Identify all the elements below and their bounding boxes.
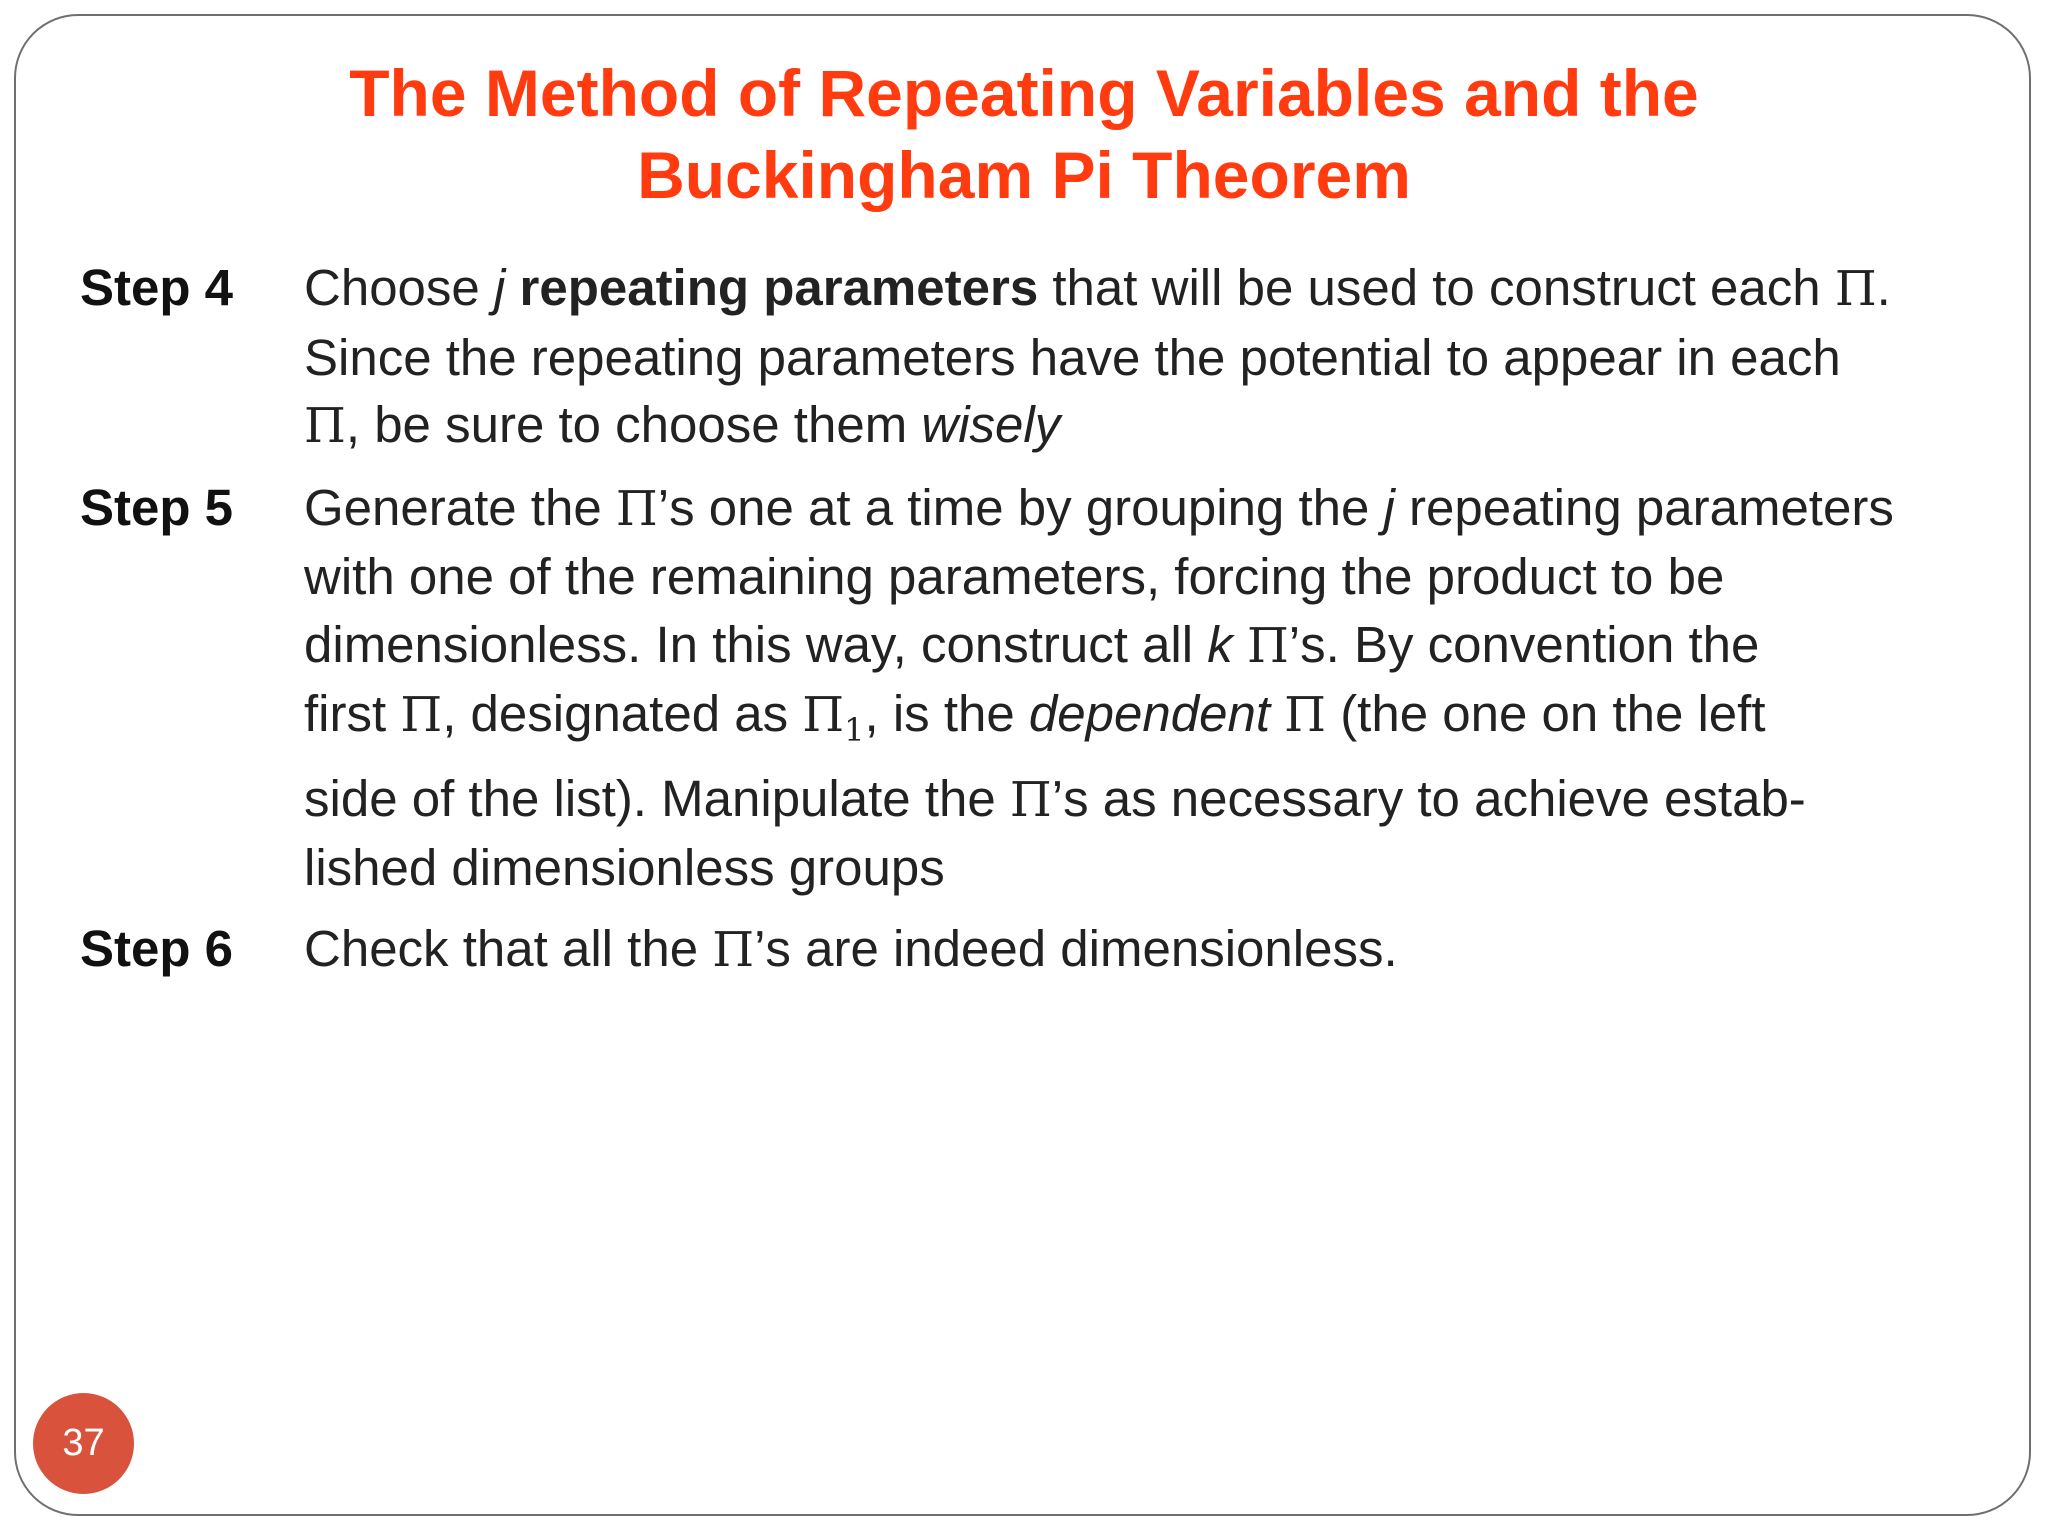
step-text [304, 915, 2048, 985]
step-6 [80, 915, 2000, 985]
step-line [304, 474, 2048, 544]
pi-symbol: Π [400, 687, 443, 743]
step-text [304, 254, 2048, 461]
step-line [304, 915, 2048, 985]
text-run: that will be used to construct each [1038, 259, 1835, 316]
step-5 [80, 474, 2000, 902]
text-run: ’s. By convention the [1288, 615, 1760, 673]
text-run: lished dimensionless groups [304, 839, 945, 896]
text-run: Check that all the [304, 919, 713, 977]
variable-j: j [493, 259, 506, 316]
text-run: , be sure to choose them [345, 396, 922, 453]
pi-symbol: Π [1009, 771, 1052, 828]
step-line [304, 254, 2048, 324]
variable-k: k [1207, 615, 1233, 673]
text-run: Generate the [304, 478, 616, 536]
text-run [1233, 616, 1247, 673]
emphasis-dependent: dependent [1028, 685, 1270, 742]
text-run [505, 259, 519, 316]
pi-symbol: Π [712, 921, 755, 978]
step-line [304, 611, 2048, 681]
slide-title-line-1: The Method of Repeating Variables and the [349, 56, 1699, 130]
step-label: Step 6 [80, 919, 234, 977]
page-number-badge: 37 [33, 1393, 134, 1494]
text-run: with one of the remaining parameters, forcing the product to be [304, 548, 1725, 605]
pi-subscript: 1 [844, 711, 865, 749]
text-run: Since the repeating parameters have the potential to appear in each [304, 328, 1841, 386]
step-line [304, 391, 2048, 461]
step-line [304, 543, 2048, 611]
text-run [1270, 685, 1284, 742]
text-run: , is the [864, 685, 1029, 742]
text-run: (the one on the left [1326, 685, 1766, 742]
pi-symbol: Π [1246, 617, 1289, 674]
step-line [304, 834, 2048, 902]
steps-list [80, 254, 2000, 997]
step-label: Step 5 [80, 478, 234, 536]
step-label: Step 4 [80, 259, 234, 316]
step-line [304, 765, 2048, 835]
step-line [304, 324, 2048, 392]
text-run: side of the list). Manipulate the [304, 769, 1010, 827]
text-run: dimensionless. In this way, construct all [304, 615, 1208, 673]
text-run: Choose [304, 259, 494, 316]
slide-title [0, 52, 2048, 216]
emphasis-wisely: wisely [921, 396, 1061, 453]
text-run: first [304, 685, 401, 742]
pi-symbol: Π [615, 480, 658, 537]
step-4 [80, 254, 2000, 461]
pi-symbol: Π [1284, 687, 1327, 743]
step-text [304, 474, 2048, 902]
text-run: ’s are indeed dimensionless. [754, 919, 1398, 977]
pi-symbol: Π [1834, 261, 1877, 317]
text-run: . [1876, 259, 1891, 316]
term-repeating-parameters: repeating parameters [519, 259, 1039, 316]
text-run: ’s one at a time by grouping the [657, 478, 1384, 536]
slide-title-line-2: Buckingham Pi Theorem [637, 138, 1411, 212]
variable-j: j [1383, 478, 1395, 536]
pi-symbol: Π [304, 398, 346, 454]
pi-symbol: Π [802, 687, 845, 743]
text-run: repeating parameters [1394, 478, 1894, 536]
text-run: , designated as [442, 685, 803, 742]
text-run: ’s as necessary to achieve estab- [1051, 769, 1806, 827]
step-line [304, 680, 2048, 765]
